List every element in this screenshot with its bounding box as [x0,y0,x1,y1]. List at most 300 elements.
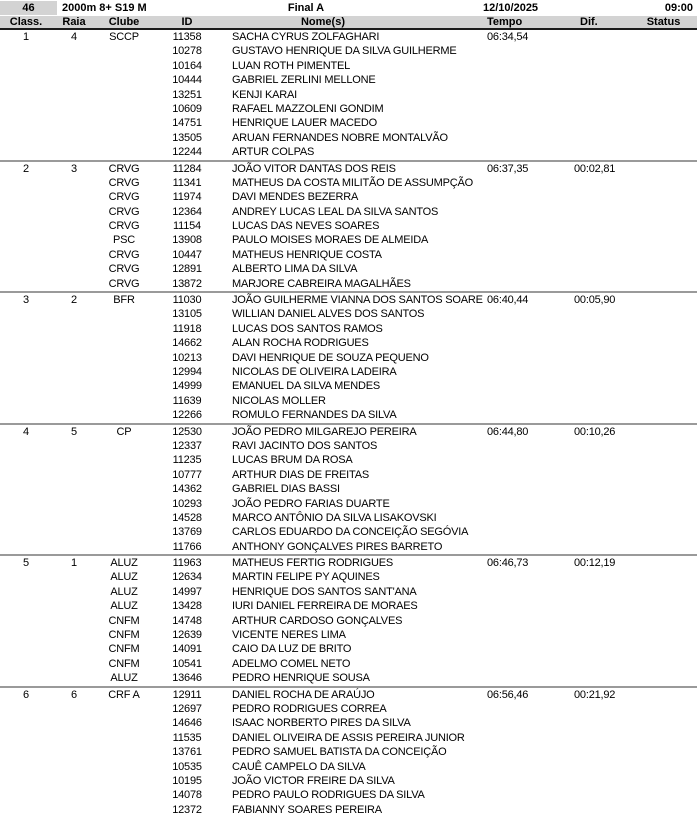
time-cell [483,131,570,145]
status-cell [630,365,697,379]
time-cell [483,262,570,276]
member-id-cell: 13761 [172,746,202,759]
member-row [0,30,697,44]
member-id-cell: 11766 [172,540,202,553]
club-cell [96,394,152,408]
member-row [0,205,697,219]
status-cell [630,497,697,511]
member-id-cell: 13105 [172,308,202,321]
lane-cell [52,642,96,656]
member-row [0,657,697,671]
club-cell: CRVG [108,263,140,276]
member-row [0,614,697,628]
club-cell: ALUZ [110,585,138,598]
diff-cell [570,642,630,656]
club-cell [96,803,152,817]
lane-cell [52,176,96,190]
member-name-cell: DANIEL ROCHA DE ARAÚJO [232,688,375,701]
member-id-cell: 14091 [172,643,202,656]
status-cell [630,803,697,817]
member-row [0,439,697,453]
lane-cell [52,482,96,496]
member-name-cell: MATHEUS HENRIQUE COSTA [232,248,382,261]
status-cell [630,131,697,145]
diff-cell [570,262,630,276]
lane-cell [52,497,96,511]
classification-cell [0,233,52,247]
classification-cell [0,322,52,336]
member-name-cell: ISAAC NORBERTO PIRES DA SILVA [232,717,411,730]
member-row [0,525,697,539]
classification-cell [0,468,52,482]
classification-cell [0,774,52,788]
club-cell [96,131,152,145]
member-name-cell: LUAN ROTH PIMENTEL [232,59,351,72]
time-cell [483,628,570,642]
classification-cell: 6 [23,688,29,701]
member-name-cell: ADELMO COMEL NETO [232,657,351,670]
member-id-cell: 11358 [172,31,202,43]
time-cell [483,599,570,613]
diff-cell: 00:02,81 [574,162,616,175]
diff-cell: 00:10,26 [574,425,616,438]
club-cell [96,774,152,788]
column-header-time: Tempo [487,16,523,28]
member-row [0,59,697,73]
time-cell [483,116,570,130]
lane-cell [52,585,96,599]
member-row [0,731,697,745]
member-name-cell: HENRIQUE DOS SANTOS SANT'ANA [232,585,417,598]
time-cell [483,731,570,745]
diff-cell [570,716,630,730]
time-cell [483,760,570,774]
member-row [0,425,697,439]
status-cell [630,614,697,628]
diff-cell [570,585,630,599]
time-cell [483,102,570,116]
lane-cell [52,745,96,759]
club-cell [96,540,152,554]
member-row [0,453,697,467]
member-id-cell: 10164 [172,59,202,72]
column-header-status: Status [646,16,681,28]
member-name-cell: IURI DANIEL FERREIRA DE MORAES [232,600,418,613]
member-name-cell: RAVI JACINTO DOS SANTOS [232,439,378,452]
time-cell [483,803,570,817]
classification-cell [0,702,52,716]
diff-cell [570,190,630,204]
member-id-cell: 14646 [172,717,202,730]
member-row [0,162,697,176]
member-name-cell: ARTUR COLPAS [232,146,315,159]
diff-cell [570,570,630,584]
column-header-id: ID [181,16,193,28]
member-id-cell: 14999 [172,380,202,393]
status-cell [630,190,697,204]
diff-cell [570,44,630,58]
status-cell [630,702,697,716]
club-cell: CRVG [108,205,140,218]
club-cell: CNFM [108,643,140,656]
diff-cell: 00:21,92 [574,688,616,701]
diff-cell [570,774,630,788]
member-id-cell: 11341 [172,176,202,189]
member-row [0,540,697,554]
club-cell [96,511,152,525]
status-cell [630,145,697,159]
lane-cell [52,205,96,219]
status-cell [630,88,697,102]
member-row [0,803,697,817]
race-date: 12/10/2025 [483,2,539,14]
member-row [0,702,697,716]
time-cell [483,642,570,656]
member-id-cell: 10541 [172,657,202,670]
classification-cell [0,262,52,276]
member-id-cell: 14748 [172,614,202,627]
classification-cell [0,88,52,102]
classification-cell [0,102,52,116]
member-name-cell: ANDREY LUCAS LEAL DA SILVA SANTOS [232,205,439,218]
classification-cell: 1 [23,31,29,43]
diff-cell [570,439,630,453]
classification-cell [0,745,52,759]
lane-cell [52,614,96,628]
member-row [0,774,697,788]
member-name-cell: NICOLAS DE OLIVEIRA LADEIRA [232,365,397,378]
classification-cell: 2 [23,162,29,175]
classification-cell [0,642,52,656]
diff-cell: 00:05,90 [574,294,616,307]
classification-cell [0,671,52,685]
member-id-cell: 10444 [172,74,202,87]
classification-cell [0,116,52,130]
diff-cell [570,219,630,233]
member-row [0,570,697,584]
club-cell [96,702,152,716]
diff-cell [570,394,630,408]
member-row [0,88,697,102]
member-id-cell: 13769 [172,526,202,539]
lane-cell [52,570,96,584]
member-id-cell: 13251 [172,88,202,101]
lane-cell [52,322,96,336]
time-cell [483,145,570,159]
club-cell [96,59,152,73]
classification-cell [0,408,52,422]
diff-cell [570,30,630,44]
diff-cell [570,59,630,73]
status-cell [630,599,697,613]
member-row [0,716,697,730]
lane-cell [52,774,96,788]
club-cell: CRVG [108,176,140,189]
classification-cell [0,482,52,496]
club-cell: CNFM [108,614,140,627]
status-cell [630,570,697,584]
classification-cell [0,731,52,745]
lane-cell [52,102,96,116]
member-name-cell: JOÃO PEDRO MILGAREJO PEREIRA [232,425,417,438]
lane-cell [52,716,96,730]
member-name-cell: KENJI KARAI [232,88,298,101]
lane-cell [52,760,96,774]
result-block [0,30,697,160]
member-name-cell: PEDRO PAULO RODRIGUES DA SILVA [232,789,425,802]
time-cell [483,702,570,716]
classification-cell [0,803,52,817]
time-cell [483,468,570,482]
race-start-time: 09:00 [664,2,693,14]
club-cell: CNFM [108,629,140,642]
member-name-cell: DANIEL OLIVEIRA DE ASSIS PEREIRA JUNIOR [232,731,465,744]
member-name-cell: VICENTE NERES LIMA [232,629,346,642]
diff-cell [570,365,630,379]
diff-cell [570,379,630,393]
diff-cell [570,731,630,745]
time-cell [483,716,570,730]
club-cell [96,716,152,730]
status-cell [630,525,697,539]
club-cell [96,760,152,774]
member-row [0,468,697,482]
member-id-cell: 13908 [172,234,202,247]
member-name-cell: JOÃO VICTOR FREIRE DA SILVA [232,774,395,787]
diff-cell [570,482,630,496]
member-row [0,365,697,379]
member-id-cell: 12634 [172,571,202,584]
classification-cell [0,336,52,350]
club-cell: SCCP [109,31,139,43]
member-name-cell: PEDRO RODRIGUES CORREA [232,702,387,715]
classification-cell [0,59,52,73]
status-cell [630,468,697,482]
lane-cell [52,525,96,539]
club-cell [96,88,152,102]
classification-cell: 3 [23,294,29,307]
member-row [0,482,697,496]
time-cell [483,482,570,496]
lane-cell [52,540,96,554]
member-name-cell: CAIO DA LUZ DE BRITO [232,643,352,656]
status-cell [630,379,697,393]
time-cell: 06:34,54 [487,31,529,43]
club-cell: ALUZ [110,571,138,584]
lane-cell [52,116,96,130]
member-name-cell: GABRIEL ZERLINI MELLONE [232,74,376,87]
lane-cell [52,803,96,817]
member-id-cell: 11974 [172,191,202,204]
member-row [0,628,697,642]
member-row [0,219,697,233]
member-id-cell: 14362 [172,483,202,496]
results-table [0,30,697,817]
lane-cell [52,336,96,350]
status-cell [630,73,697,87]
classification-cell [0,760,52,774]
member-row [0,102,697,116]
diff-cell [570,745,630,759]
member-id-cell: 12530 [172,425,202,438]
member-name-cell: ARUAN FERNANDES NOBRE MONTALVÃO [232,131,448,144]
member-name-cell: HENRIQUE LAUER MACEDO [232,117,377,130]
member-name-cell: NICOLAS MOLLER [232,394,326,407]
lane-cell [52,307,96,321]
time-cell [483,745,570,759]
time-cell [483,525,570,539]
diff-cell [570,628,630,642]
classification-cell: 5 [23,557,29,570]
lane-cell [52,439,96,453]
member-row [0,307,697,321]
status-cell [630,322,697,336]
member-name-cell: GABRIEL DIAS BASSI [232,483,340,496]
lane-cell: 3 [71,162,77,175]
classification-cell [0,628,52,642]
time-cell: 06:46,73 [487,557,529,570]
status-cell [630,233,697,247]
member-name-cell: RAFAEL MAZZOLENI GONDIM [232,102,384,115]
classification-cell [0,176,52,190]
time-cell: 06:56,46 [487,688,529,701]
member-row [0,293,697,307]
status-cell [630,688,697,702]
diff-cell [570,511,630,525]
time-cell [483,44,570,58]
status-cell [630,248,697,262]
diff-cell [570,702,630,716]
lane-cell: 6 [71,688,77,701]
time-cell [483,219,570,233]
member-row [0,190,697,204]
member-name-cell: ARTHUR DIAS DE FREITAS [232,468,369,481]
classification-cell [0,44,52,58]
member-name-cell: CAUÊ CAMPELO DA SILVA [232,760,366,773]
club-cell [96,351,152,365]
status-cell [630,716,697,730]
member-id-cell: 13646 [172,672,202,685]
diff-cell [570,788,630,802]
diff-cell: 00:12,19 [574,557,616,570]
status-cell [630,116,697,130]
member-name-cell: ALAN ROCHA RODRIGUES [232,337,369,350]
member-name-cell: DAVI MENDES BEZERRA [232,191,359,204]
time-cell [483,497,570,511]
member-name-cell: EMANUEL DA SILVA MENDES [232,380,381,393]
club-cell: CP [116,425,132,438]
lane-cell [52,731,96,745]
status-cell [630,731,697,745]
member-id-cell: 12891 [172,263,202,276]
status-cell [630,628,697,642]
time-cell: 06:37,35 [487,162,529,175]
member-id-cell: 13505 [172,131,202,144]
classification-cell [0,540,52,554]
member-id-cell: 14751 [172,117,202,130]
diff-cell [570,205,630,219]
lane-cell [52,88,96,102]
member-row [0,511,697,525]
club-cell [96,44,152,58]
lane-cell [52,702,96,716]
result-block [0,686,697,818]
time-cell [483,614,570,628]
lane-cell [52,628,96,642]
classification-cell [0,394,52,408]
status-cell [630,745,697,759]
result-block [0,423,697,555]
classification-cell [0,657,52,671]
lane-cell [52,671,96,685]
member-row [0,788,697,802]
lane-cell [52,365,96,379]
diff-cell [570,453,630,467]
status-cell [630,671,697,685]
lane-cell: 5 [71,425,77,438]
classification-cell [0,145,52,159]
member-id-cell: 11284 [172,162,202,175]
time-cell [483,336,570,350]
member-row [0,688,697,702]
member-row [0,556,697,570]
status-cell [630,439,697,453]
member-row [0,671,697,685]
classification-cell [0,585,52,599]
member-name-cell: FABIANNY SOARES PEREIRA [232,803,382,816]
status-cell [630,277,697,291]
time-cell [483,233,570,247]
status-cell [630,511,697,525]
status-cell [630,585,697,599]
member-name-cell: JOÃO PEDRO FARIAS DUARTE [232,497,390,510]
lane-cell [52,453,96,467]
club-cell [96,336,152,350]
lane-cell [52,468,96,482]
member-name-cell: WILLIAN DANIEL ALVES DOS SANTOS [232,308,425,321]
member-id-cell: 11963 [172,557,202,570]
status-cell [630,219,697,233]
time-cell [483,176,570,190]
member-name-cell: SACHA CYRUS ZOLFAGHARI [232,31,380,43]
club-cell [96,408,152,422]
classification-cell [0,614,52,628]
member-id-cell: 10447 [172,248,202,261]
member-row [0,408,697,422]
status-cell [630,102,697,116]
club-cell: CRVG [108,191,140,204]
status-cell [630,394,697,408]
member-row [0,248,697,262]
club-cell: BFR [113,294,135,307]
member-id-cell: 11535 [172,731,202,744]
time-cell [483,73,570,87]
diff-cell [570,657,630,671]
member-row [0,585,697,599]
member-name-cell: ANTHONY GONÇALVES PIRES BARRETO [232,540,443,553]
classification-cell [0,131,52,145]
member-row [0,233,697,247]
diff-cell [570,760,630,774]
event-number: 46 [0,1,57,15]
status-cell [630,556,697,570]
lane-cell [52,788,96,802]
club-cell [96,745,152,759]
lane-cell [52,351,96,365]
classification-cell [0,73,52,87]
time-cell [483,322,570,336]
member-id-cell: 12266 [172,409,202,422]
